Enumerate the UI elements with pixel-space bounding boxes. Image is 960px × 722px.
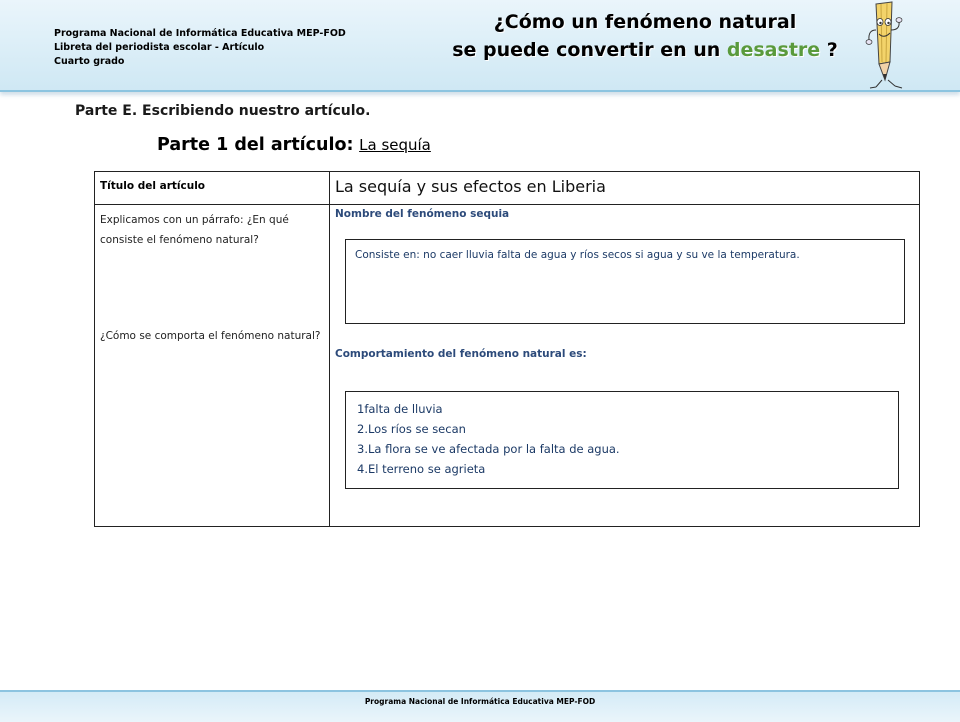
behavior-label: Comportamiento del fenómeno natural es: — [335, 348, 587, 360]
article-table — [94, 171, 920, 527]
list-item: 4.El terreno se agrieta — [357, 462, 486, 476]
part-heading — [157, 135, 437, 155]
question-behavior: ¿Cómo se comporta el fenómeno natural? — [100, 330, 321, 342]
phenomenon-name-label: Nombre del fenómeno sequia — [335, 208, 510, 220]
title-label: Título del artículo — [100, 180, 206, 192]
title-line-2-pre: se puede convertir en un — [452, 39, 727, 61]
list-item: 1falta de lluvia — [357, 402, 443, 416]
program-line: Cuarto grado — [54, 56, 125, 67]
behavior-list — [357, 399, 898, 479]
title-line-1: ¿Cómo un fenómeno natural — [493, 11, 797, 33]
list-item: 3.La flora se ve afectada por la falta de agua. — [357, 442, 620, 456]
column-divider — [329, 172, 330, 526]
behavior-box — [345, 391, 899, 489]
consists-text: Consiste en: no caer lluvia falta de agua y ríos secos si agua y su ve la temperatura. — [355, 249, 800, 261]
pencil-mascot-icon — [862, 0, 906, 92]
footer-band — [0, 690, 960, 722]
part-value: La sequía — [359, 136, 431, 154]
program-line: Libreta del periodista escolar - Artículo — [54, 42, 265, 53]
page-title — [395, 8, 895, 64]
section-heading: Parte E. Escribiendo nuestro artículo. — [75, 103, 371, 119]
title-highlight: desastre — [726, 39, 821, 61]
title-line-2-post: ? — [820, 39, 838, 61]
question-consists: Explicamos con un párrafo: ¿En qué consiste el fenómeno natural? — [100, 214, 289, 246]
header-band — [0, 0, 960, 92]
article-title-value: La sequía y sus efectos en Liberia — [335, 177, 606, 196]
part-label: Parte 1 del artículo: — [157, 135, 354, 155]
title-line-2 — [395, 36, 895, 64]
program-line: Programa Nacional de Informática Educativa MEP-FOD — [54, 28, 346, 39]
list-item: 2.Los ríos se secan — [357, 422, 466, 436]
consists-box — [345, 239, 905, 324]
program-info — [54, 27, 346, 69]
footer-text: Programa Nacional de Informática Educativa MEP-FOD — [364, 697, 596, 706]
